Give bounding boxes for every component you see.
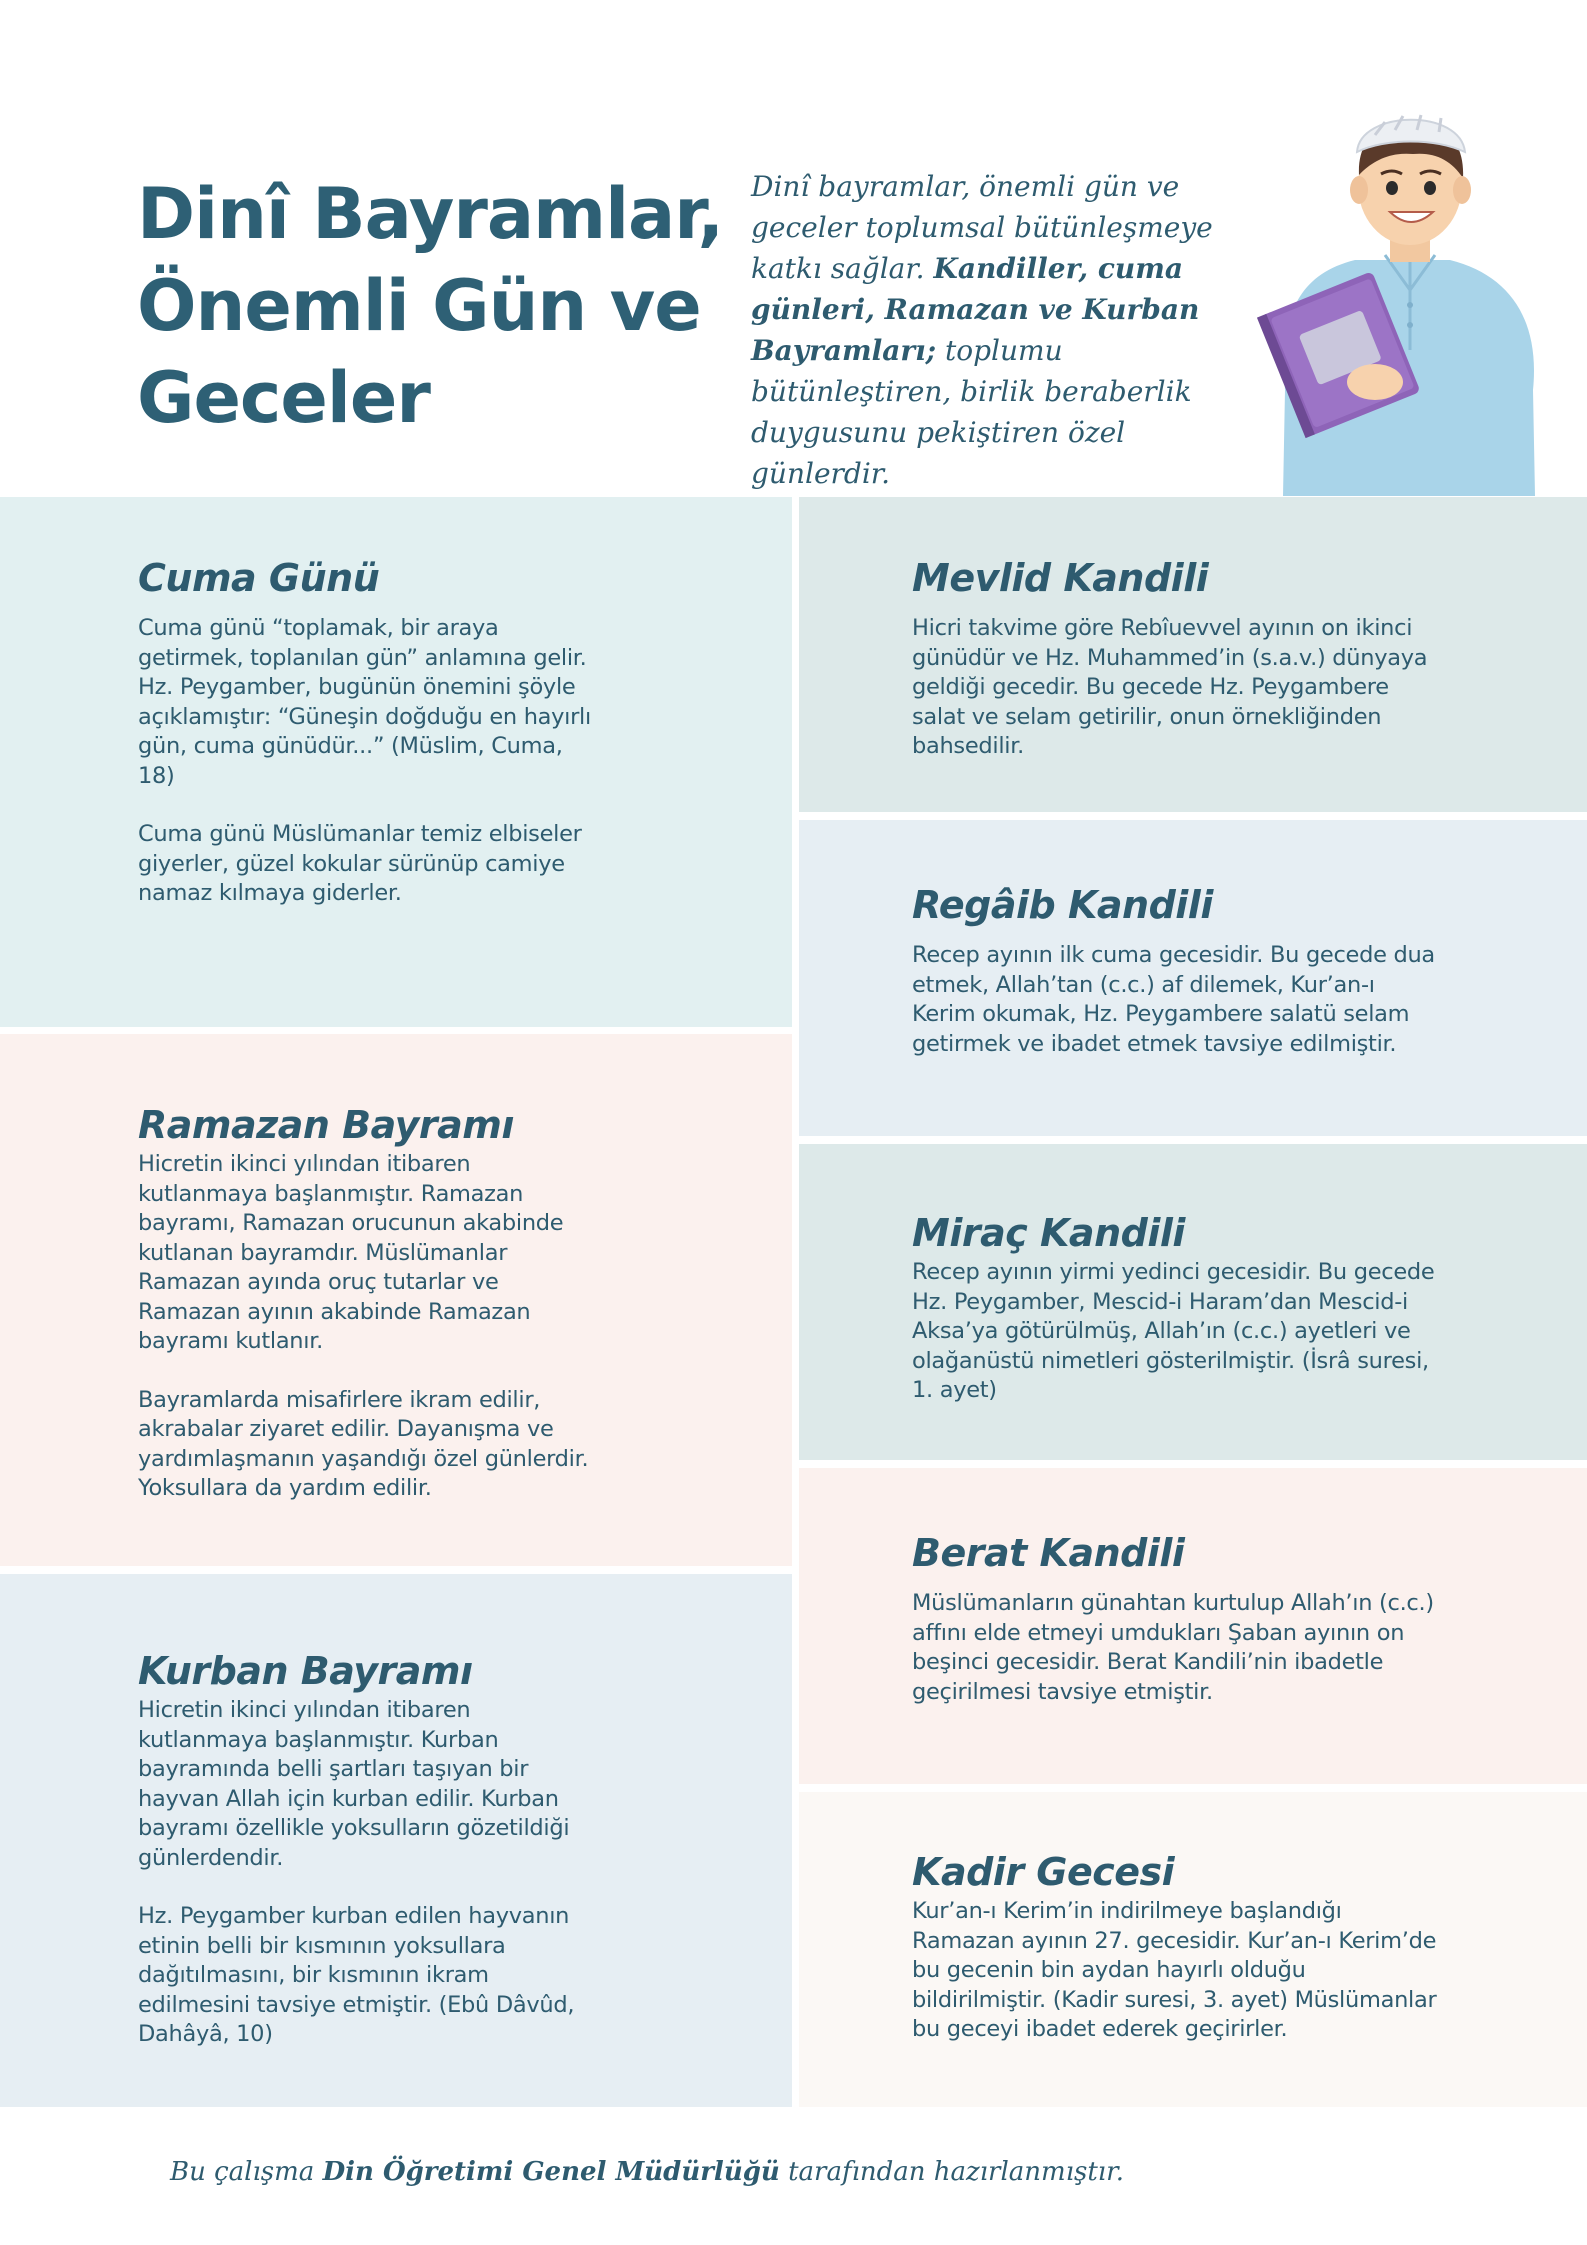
page-title [137, 168, 737, 444]
section-title: Berat Kandili [912, 1531, 1185, 1575]
intro-bold: Kandiller, cuma günleri, Ramazan ve Kurban Bayramları; [751, 252, 1200, 367]
title-line-2: Önemli Gün ve [137, 265, 701, 347]
title-line-1: Dinî Bayramlar, [137, 173, 724, 255]
section-paragraph: Kur’an-ı Kerim’in indirilmeye başlandığı Ramazan ayının 27. gecesidir. Kur’an-ı Kerim’de bu gecenin bin aydan hayırlı olduğu bildirilmiştir. (Kadir suresi, 3. ayet) Müslümanlar bu geceyi ibadet ederek geçirirler. [912, 1898, 1437, 2042]
section-paragraph: Recep ayının ilk cuma gecesidir. Bu gecede dua etmek, Allah’tan (c.c.) af dilemek, Kur’an-ı Kerim okumak, Hz. Peygambere salatü selam getirmek ve ibadet etmek tavsiye edilmiştir. [912, 942, 1435, 1057]
panel-regaib-kandili [799, 820, 1587, 1136]
section-title: Cuma Günü [138, 556, 380, 600]
section-paragraph: Cuma günü “toplamak, bir araya getirmek, toplanılan gün” anlamına gelir. Hz. Peygamber, bugünün önemini şöyle açıklamıştır: “Güneşin doğduğu en hayırlı gün, cuma günüdür...” (Müslim, Cuma, 18) [138, 615, 591, 789]
footer-part-1: Bu çalışma [170, 2157, 323, 2187]
panel-mevlid-kandili [799, 497, 1587, 812]
section-paragraph: Hicretin ikinci yılından itibaren kutlanmaya başlanmıştır. Ramazan bayramı, Ramazan orucunun akabinde kutlanan bayramdır. Müslümanlar Ramazan ayında oruç tutarlar ve Ramazan ayının akabinde Ramazan bayramı kutlanır. [138, 1151, 564, 1354]
panel-ramazan-bayrami [0, 1034, 792, 1566]
boy-reading-book-illustration [1235, 90, 1545, 496]
panel-berat-kandili [799, 1468, 1587, 1784]
footer-credit [170, 2157, 1124, 2187]
footer-bold: Din Öğretimi Genel Müdürlüğü [322, 2157, 780, 2187]
section-paragraph: Hicretin ikinci yılından itibaren kutlanmaya başlanmıştır. Kurban bayramında belli şartları taşıyan bir hayvan Allah için kurban edilir. Kurban bayramı özellikle yoksulların gözetildiği günlerdendir. [138, 1697, 570, 1871]
section-title: Kurban Bayramı [138, 1649, 473, 1693]
section-paragraph: Hz. Peygamber kurban edilen hayvanın etinin belli bir kısmının yoksullara dağıtılmasını, bir kısmının ikram edilmesini tavsiye etmiştir. (Ebû Dâvûd, Dahâyâ, 10) [138, 1903, 575, 2047]
section-title: Regâib Kandili [912, 883, 1213, 927]
section-paragraph: Bayramlarda misafirlere ikram edilir, akrabalar ziyaret edilir. Dayanışma ve yardımlaşmanın yaşandığı özel günlerdir. Yoksullara da yardım edilir. [138, 1386, 589, 1501]
panel-cuma-gunu [0, 497, 792, 1027]
section-paragraph: Cuma günü Müslümanlar temiz elbiseler giyerler, güzel kokular sürünüp camiye namaz kılmaya giderler. [138, 821, 582, 906]
section-paragraph: Müslümanların günahtan kurtulup Allah’ın (c.c.) affını elde etmeyi umdukları Şaban ayının on beşinci gecesidir. Berat Kandili’nin ibadetle geçirilmesi tavsiye etmiştir. [912, 1590, 1434, 1705]
section-title: Ramazan Bayramı [138, 1103, 514, 1147]
intro-text [751, 166, 1271, 494]
section-paragraph: Recep ayının yirmi yedinci gecesidir. Bu gecede Hz. Peygamber, Mescid-i Haram’dan Mescid-i Aksa’ya götürülmüş, Allah’ın (c.c.) ayetleri ve olağanüstü nimetleri gösterilmiştir. (İsrâ suresi, 1. ayet) [912, 1259, 1435, 1403]
title-line-3: Geceler [137, 357, 430, 439]
panel-kadir-gecesi [799, 1792, 1587, 2107]
intro-part-1: Dinî bayramlar, önemli gün ve geceler toplumsal bütünleşmeye katkı sağlar. [751, 170, 1213, 285]
section-title: Mevlid Kandili [912, 556, 1209, 600]
section-title: Miraç Kandili [912, 1211, 1185, 1255]
panel-kurban-bayrami [0, 1574, 792, 2107]
panel-mirac-kandili [799, 1144, 1587, 1460]
footer-part-2: tarafından hazırlanmıştır. [779, 2157, 1124, 2187]
section-paragraph: Hicri takvime göre Rebîuevvel ayının on ikinci günüdür ve Hz. Muhammed’in (s.a.v.) dünyaya geldiği gecedir. Bu gecede Hz. Peygambere salat ve selam getirilir, onun örnekliğinden bahsedilir. [912, 615, 1428, 759]
intro-part-2: toplumu bütünleştiren, birlik beraberlik duygusunu pekiştiren özel günlerdir. [751, 334, 1192, 490]
section-title: Kadir Gecesi [912, 1850, 1175, 1894]
